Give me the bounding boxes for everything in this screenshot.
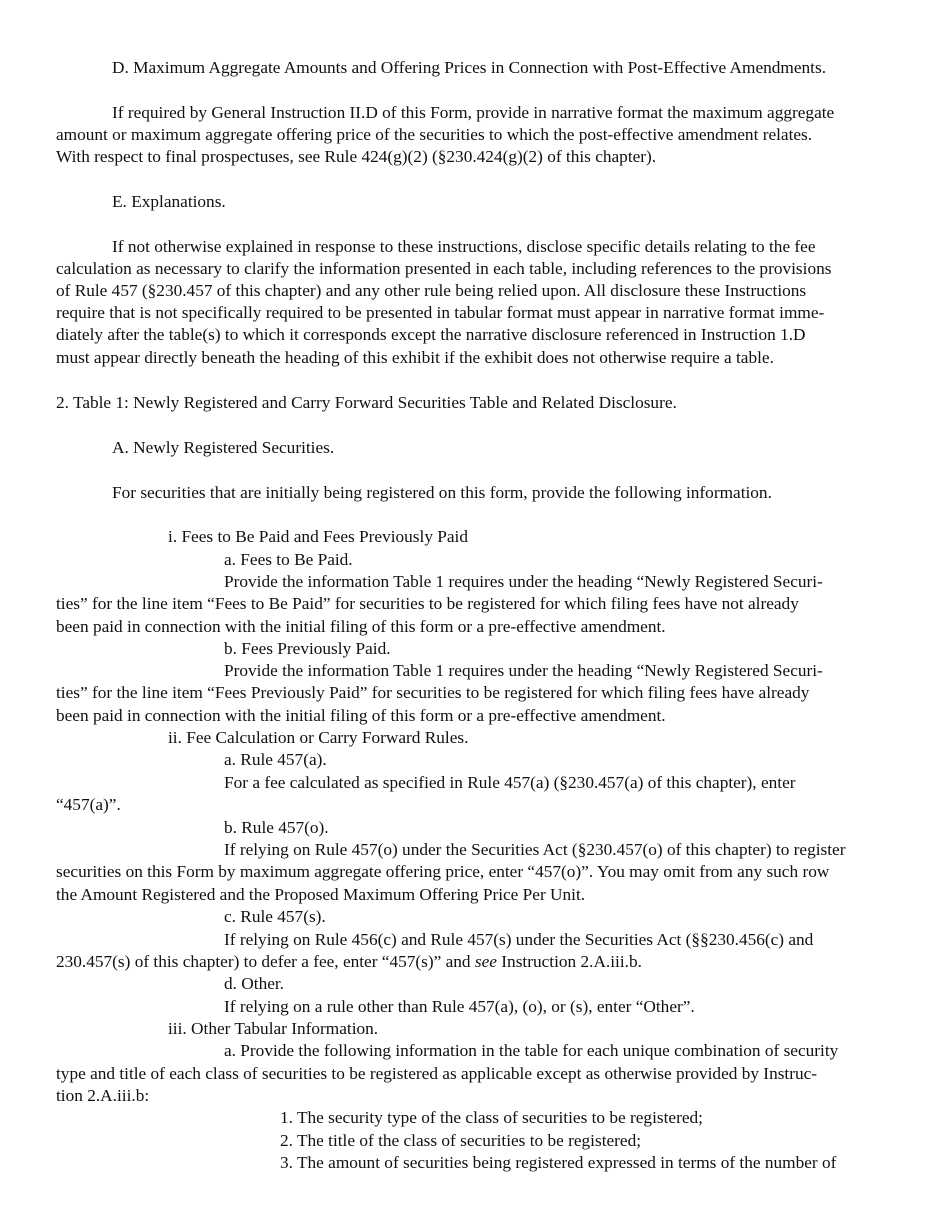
- paragraph-line: require that is not specifically required to be presented in tabular format must appear in narrative format imme-: [56, 303, 825, 322]
- paragraph-line: amount or maximum aggregate offering price of the securities to which the post-effective amendment relates.: [56, 125, 813, 144]
- paragraph-line: ties” for the line item “Fees to Be Paid” for securities to be registered for which filing fees have not already: [56, 594, 799, 613]
- paragraph-line: been paid in connection with the initial filing of this form or a pre-effective amendment.: [56, 706, 666, 725]
- list-item: 1. The security type of the class of securities to be registered;: [280, 1108, 703, 1127]
- paragraph-line: If relying on Rule 457(o) under the Securities Act (§230.457(o) of this chapter) to register: [224, 840, 846, 859]
- paragraph-line: the Amount Registered and the Proposed Maximum Offering Price Per Unit.: [56, 885, 586, 904]
- subsection-heading: i. Fees to Be Paid and Fees Previously Paid: [168, 527, 469, 546]
- item-heading: a. Fees to Be Paid.: [224, 550, 353, 569]
- paragraph-line: been paid in connection with the initial filing of this form or a pre-effective amendment.: [56, 617, 666, 636]
- paragraph-line: If not otherwise explained in response to these instructions, disclose specific details relating to the fee: [112, 237, 816, 256]
- paragraph-line: a. Provide the following information in the table for each unique combination of security: [224, 1041, 839, 1060]
- item-heading: d. Other.: [224, 974, 284, 993]
- paragraph-line: Provide the information Table 1 requires under the heading “Newly Registered Securi-: [224, 661, 823, 680]
- section-heading: E. Explanations.: [112, 192, 226, 211]
- list-item: 2. The title of the class of securities to be registered;: [280, 1131, 642, 1150]
- subsection-heading: ii. Fee Calculation or Carry Forward Rules.: [168, 728, 469, 747]
- paragraph-line: If relying on a rule other than Rule 457(a), (o), or (s), enter “Other”.: [224, 997, 695, 1016]
- item-heading: a. Rule 457(a).: [224, 750, 327, 769]
- item-heading: b. Fees Previously Paid.: [224, 639, 391, 658]
- paragraph-line: Provide the information Table 1 requires under the heading “Newly Registered Securi-: [224, 572, 823, 591]
- italic-emphasis: see: [474, 952, 497, 971]
- paragraph-line: diately after the table(s) to which it corresponds except the narrative disclosure referenced in Instruction 1.D: [56, 325, 806, 344]
- paragraph-line: For a fee calculated as specified in Rule 457(a) (§230.457(a) of this chapter), enter: [224, 773, 796, 792]
- paragraph-line: securities on this Form by maximum aggregate offering price, enter “457(o)”. You may omit from any such row: [56, 862, 830, 881]
- section-heading: D. Maximum Aggregate Amounts and Offering Prices in Connection with Post-Effective Amendments.: [112, 58, 827, 77]
- paragraph-line: tion 2.A.iii.b:: [56, 1086, 150, 1105]
- item-heading: b. Rule 457(o).: [224, 818, 329, 837]
- paragraph-line: ties” for the line item “Fees Previously Paid” for securities to be registered for which filing fees have already: [56, 683, 810, 702]
- section-heading: 2. Table 1: Newly Registered and Carry Forward Securities Table and Related Disclosure.: [56, 393, 677, 412]
- list-item: 3. The amount of securities being registered expressed in terms of the number of: [280, 1153, 837, 1172]
- paragraph-line: calculation as necessary to clarify the information presented in each table, including references to the provisions: [56, 259, 832, 278]
- paragraph-line: With respect to final prospectuses, see Rule 424(g)(2) (§230.424(g)(2) of this chapter).: [56, 147, 657, 166]
- text-run: Instruction 2.A.iii.b.: [496, 952, 642, 971]
- paragraph-line: must appear directly beneath the heading of this exhibit if the exhibit does not otherwise require a table.: [56, 348, 774, 367]
- section-heading: A. Newly Registered Securities.: [112, 438, 335, 457]
- paragraph-line: of Rule 457 (§230.457 of this chapter) and any other rule being relied upon. All disclosure these Instructions: [56, 281, 807, 300]
- paragraph-line: If required by General Instruction II.D of this Form, provide in narrative format the maximum aggregate: [112, 103, 835, 122]
- paragraph-line: For securities that are initially being registered on this form, provide the following information.: [112, 483, 772, 502]
- paragraph-line: type and title of each class of securities to be registered as applicable except as otherwise provided by Instruc-: [56, 1064, 818, 1083]
- subsection-heading: iii. Other Tabular Information.: [168, 1019, 379, 1038]
- item-heading: c. Rule 457(s).: [224, 907, 326, 926]
- paragraph-line: [56, 951, 642, 973]
- text-run: 230.457(s) of this chapter) to defer a fee, enter “457(s)” and: [56, 952, 475, 971]
- paragraph-line: “457(a)”.: [56, 795, 121, 814]
- paragraph-line: If relying on Rule 456(c) and Rule 457(s) under the Securities Act (§§230.456(c) and: [224, 930, 814, 949]
